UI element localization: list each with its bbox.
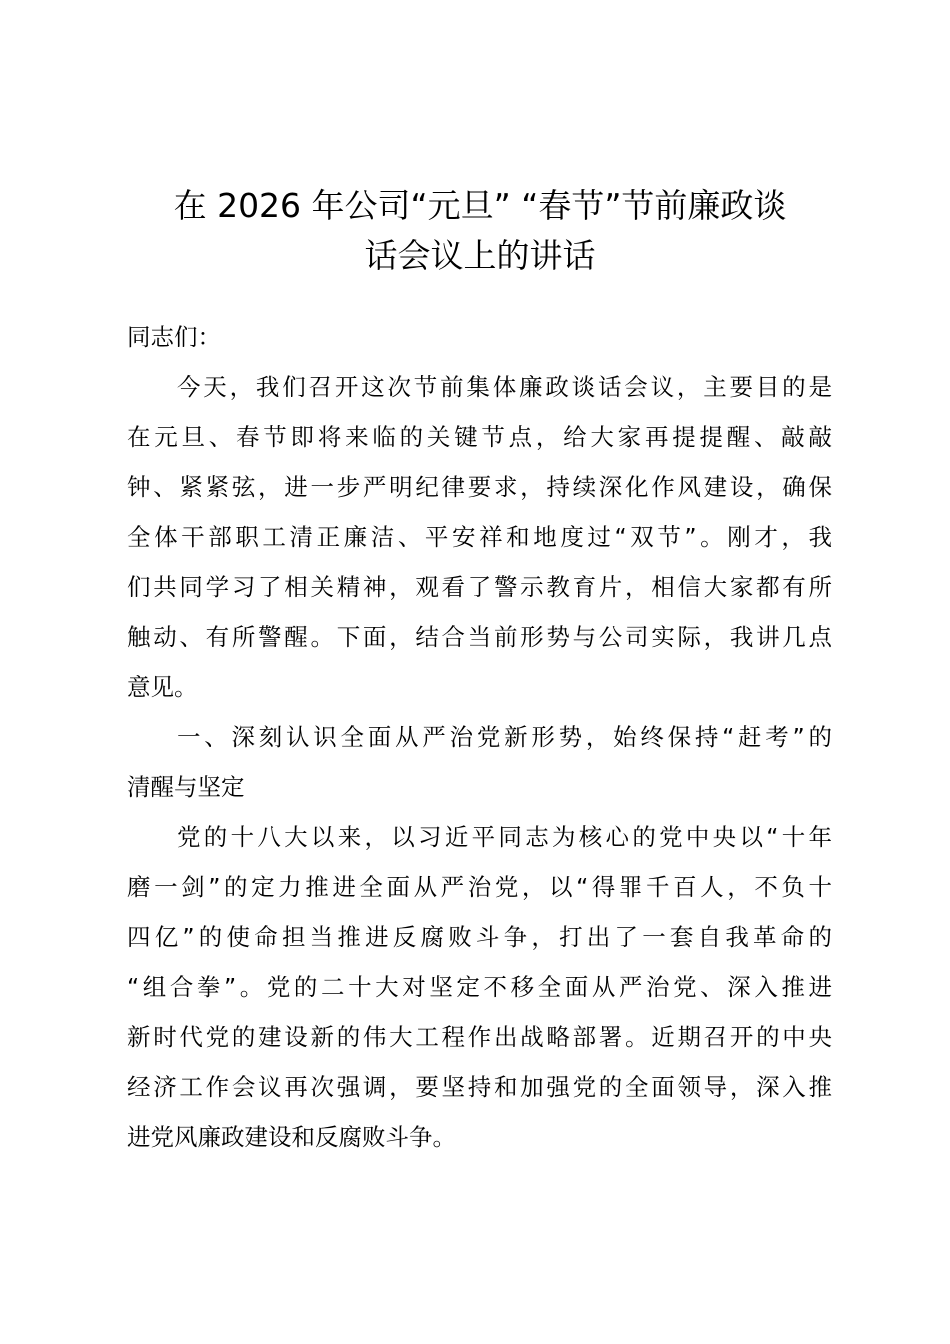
paragraph-line: 经济工作会议再次强调，要坚持和加强党的全面领导，深入推 — [127, 1073, 832, 1101]
paragraph-line: 今天，我们召开这次节前集体廉政谈话会议，主要目的是 — [177, 373, 832, 401]
paragraph-line: 四亿”的使命担当推进反腐败斗争，打出了一套自我革命的 — [127, 923, 832, 951]
paragraph-line: 们共同学习了相关精神，观看了警示教育片，相信大家都有所 — [127, 573, 832, 601]
heading-line: 一、深刻认识全面从严治党新形势，始终保持“赶考”的 — [177, 723, 832, 751]
section-heading-1 — [127, 712, 832, 812]
title-line-2: 话会议上的讲话 — [364, 236, 596, 275]
document-body — [127, 312, 832, 1162]
paragraph-intro — [127, 362, 832, 712]
paragraph-line: “组合拳”。党的二十大对坚定不移全面从严治党、深入推进 — [127, 973, 832, 1001]
heading-line: 清醒与坚定 — [127, 773, 245, 801]
paragraph-line: 触动、有所警醒。下面，结合当前形势与公司实际，我讲几点 — [127, 623, 832, 651]
document-title — [120, 181, 840, 281]
paragraph-line: 意见。 — [127, 673, 198, 701]
paragraph-line: 党的十八大以来，以习近平同志为核心的党中央以“十年 — [177, 823, 832, 851]
paragraph-line: 进党风廉政建设和反腐败斗争。 — [127, 1123, 456, 1151]
paragraph-line: 全体干部职工清正廉洁、平安祥和地度过“双节”。刚才，我 — [127, 523, 832, 551]
paragraph-section-1 — [127, 812, 832, 1162]
paragraph-line: 钟、紧紧弦，进一步严明纪律要求，持续深化作风建设，确保 — [127, 473, 832, 501]
title-line-1: 在 2026 年公司“元旦” “春节”节前廉政谈 — [173, 186, 787, 225]
paragraph-line: 新时代党的建设新的伟大工程作出战略部署。近期召开的中央 — [127, 1023, 832, 1051]
paragraph-line: 在元旦、春节即将来临的关键节点，给大家再提提醒、敲敲 — [127, 423, 832, 451]
paragraph-line: 磨一剑”的定力推进全面从严治党，以“得罪千百人，不负十 — [127, 873, 832, 901]
salutation: 同志们： — [127, 323, 221, 351]
